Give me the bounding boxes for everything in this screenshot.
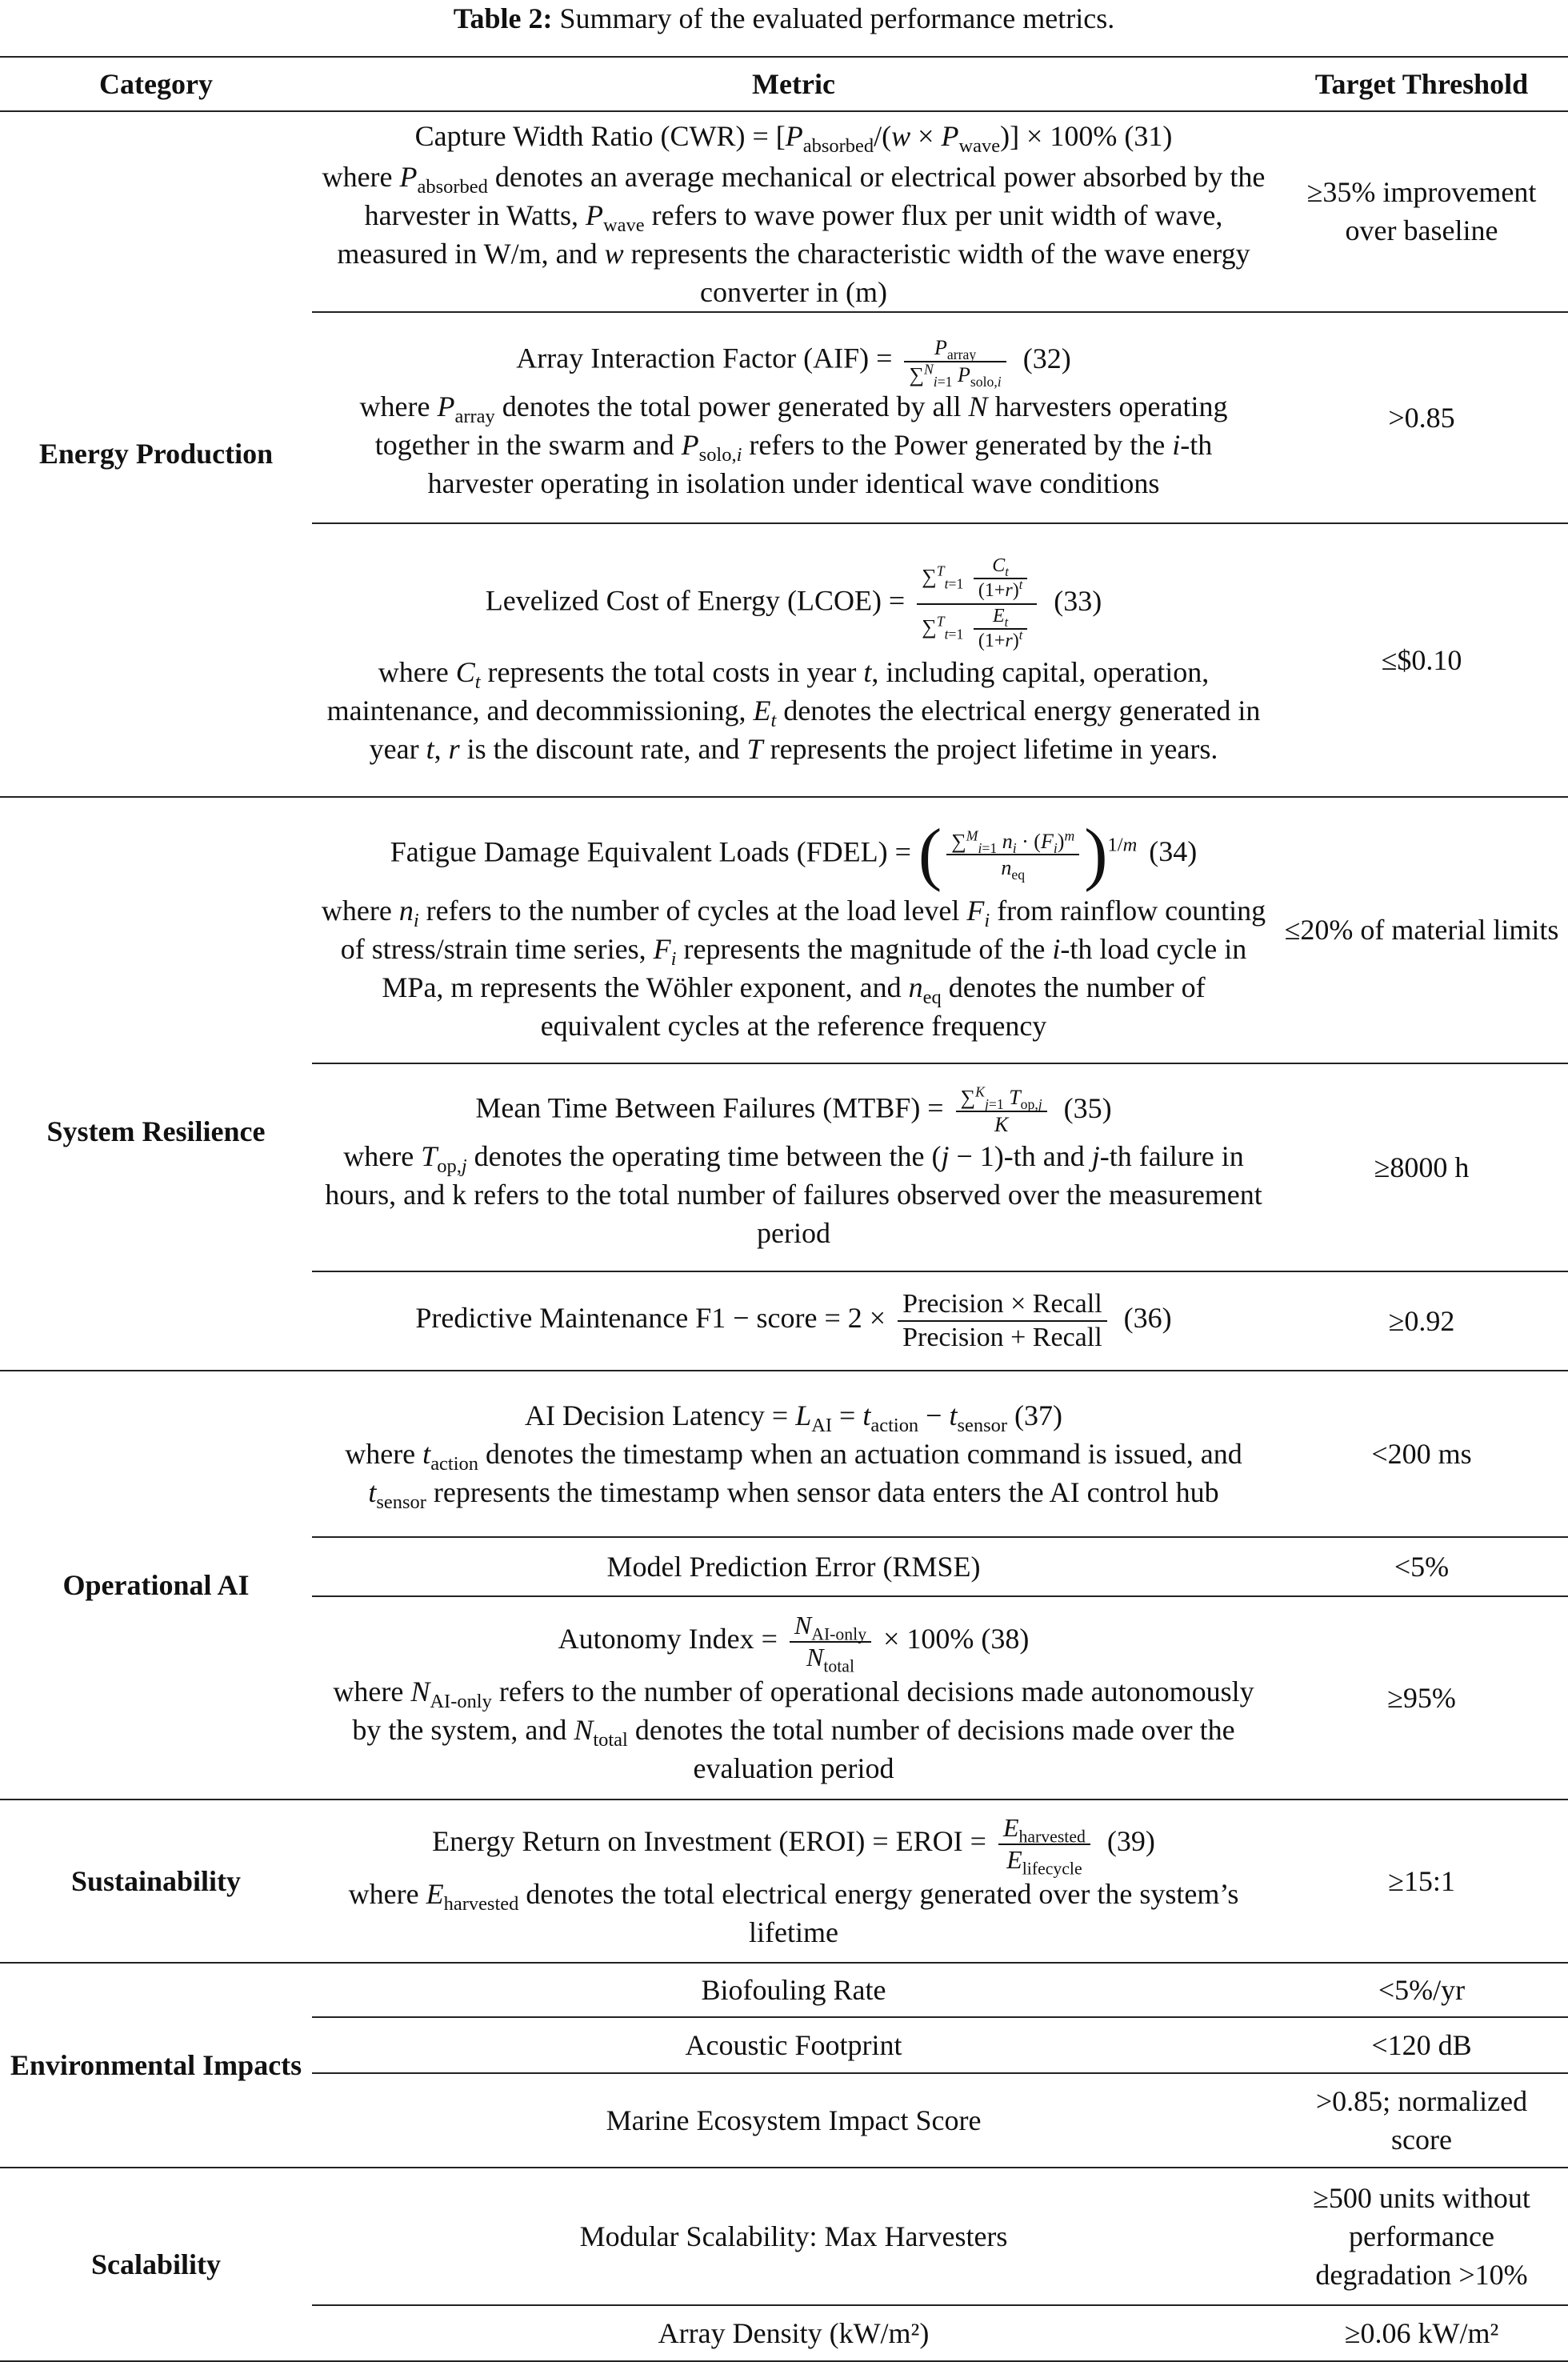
category-resilience: System Resilience <box>0 797 312 1371</box>
metric-eroi-number: (39) <box>1106 1824 1155 1857</box>
metric-fdel: Fatigue Damage Equivalent Loads (FDEL) = ( ∑$^M_{i=1}$ $n_i \cdot (F_i)^m$ $n_{eq}$ )$^{1/m}$ (34) where $n_i$ refers to the number of cycles at the load level $F_i$ from rainflow counting of stress/strain time series, $F_i$ represents the magnitude of the i-th load cycle in MPa, m represents the Wöhler exponent, and $n_{eq}$ denotes the number of equivalent cycles at the reference frequency <box>312 797 1275 1063</box>
metric-rmse: Model Prediction Error (RMSE) <box>312 1537 1275 1596</box>
metric-autonomy-number: (38) <box>981 1622 1030 1655</box>
header-metric: Metric <box>312 57 1275 111</box>
metrics-table <box>0 56 1568 2362</box>
metric-cwr: Capture Width Ratio $(CWR) = [P_{absorbed}/(w \times P_{wave})] \times 100\%$ (31) where $P_{absorbed}$ denotes an average mechanical or electrical power absorbed by the harvester in Watts, $P_{wave}$ refers to wave power flux per unit width of wave, measured in W/m, and w represents the characteristic width of the wave energy converter in (m) <box>312 111 1275 312</box>
metric-eroi: Energy Return on Investment (EROI) = EROI = $E_{harvested}$ $E_{lifecycle}$ (39) where $E_{harvested}$ denotes the total electrical energy generated over the system’s lifetime <box>312 1800 1275 1963</box>
threshold-f1: ≥0.92 <box>1275 1271 1568 1371</box>
metric-modular: Modular Scalability: Max Harvesters <box>312 2168 1275 2305</box>
caption-text: Summary of the evaluated performance metrics. <box>559 2 1115 34</box>
threshold-modular: ≥500 units without performance degradation >10% <box>1275 2168 1568 2305</box>
metric-ecosystem: Marine Ecosystem Impact Score <box>312 2073 1275 2168</box>
metric-f1-number: (36) <box>1123 1301 1172 1334</box>
threshold-eroi: ≥15:1 <box>1275 1800 1568 1963</box>
header-threshold: Target Threshold <box>1275 57 1568 111</box>
metric-autonomy-name: Autonomy Index = <box>558 1622 778 1655</box>
metric-latency-name: AI Decision Latency <box>524 1399 765 1431</box>
table-caption <box>0 0 1568 37</box>
threshold-lcoe: ≤$0.10 <box>1275 523 1568 797</box>
table-row <box>0 1963 1568 2017</box>
threshold-aif: >0.85 <box>1275 312 1568 523</box>
threshold-biofouling: <5%/yr <box>1275 1963 1568 2017</box>
category-energy: Energy Production <box>0 111 312 797</box>
metric-density: Array Density (kW/m²) <box>312 2305 1275 2361</box>
metric-cwr-name: Capture Width Ratio (CWR) = <box>414 120 769 152</box>
table-row <box>0 797 1568 1063</box>
metric-f1: Predictive Maintenance F1 − score = 2 × Precision × Recall Precision + Recall (36) <box>312 1271 1275 1371</box>
metric-mtbf-number: (35) <box>1063 1091 1112 1124</box>
table-row <box>0 1800 1568 1963</box>
threshold-cwr: ≥35% improvement over baseline <box>1275 111 1568 312</box>
metric-autonomy: Autonomy Index = $N_{AI-only}$ $N_{total}$ × 100% (38) where $N_{AI-only}$ refers to the number of operational decisions made autonomously by the system, and $N_{total}$ denotes the total number of decisions made over the evaluation period <box>312 1596 1275 1800</box>
metric-eroi-name: Energy Return on Investment (EROI) = <box>432 1824 889 1857</box>
threshold-latency: <200 ms <box>1275 1371 1568 1537</box>
table-row <box>0 111 1568 312</box>
metric-fdel-name: Fatigue Damage Equivalent Loads (FDEL) = <box>390 835 911 868</box>
metric-lcoe-number: (33) <box>1054 584 1102 617</box>
metric-latency: AI Decision Latency = $L_{AI} = t_{action} - t_{sensor}$ (37) where $t_{action}$ denotes the timestamp when an actuation command is issued, and $t_{sensor}$ represents the timestamp when sensor data enters the AI control hub <box>312 1371 1275 1537</box>
metric-aif-name: Array Interaction Factor (AIF) = <box>516 342 893 374</box>
header-category: Category <box>0 57 312 111</box>
threshold-mtbf: ≥8000 h <box>1275 1063 1568 1271</box>
threshold-density: ≥0.06 kW/m² <box>1275 2305 1568 2361</box>
threshold-acoustic: <120 dB <box>1275 2017 1568 2073</box>
caption-label: Table 2: <box>453 2 553 34</box>
metric-biofouling: Biofouling Rate <box>312 1963 1275 2017</box>
metric-aif: Array Interaction Factor (AIF) = $P_{array}$ ∑$^N_{i=1}$ $P_{solo,i}$ (32) where $P_{array}$ denotes the total power generated by all N harvesters operating together in the swarm and $P_{solo,i}$ refers to the Power generated by the i-th harvester operating in isolation under identical wave conditions <box>312 312 1275 523</box>
metric-mtbf: Mean Time Between Failures (MTBF) = ∑$^K_{j=1}$ $T_{op,j}$ K (35) where $T_{op,j}$ denotes the operating time between the (j − 1)-th and j-th failure in hours, and k refers to the total number of failures observed over the measurement period <box>312 1063 1275 1271</box>
table-row <box>0 2168 1568 2305</box>
header-row <box>0 57 1568 111</box>
category-sustainability: Sustainability <box>0 1800 312 1963</box>
metric-lcoe-name: Levelized Cost of Energy (LCOE) = <box>485 584 906 617</box>
threshold-ecosystem: >0.85; normalized score <box>1275 2073 1568 2168</box>
metric-lcoe: Levelized Cost of Energy (LCOE) = ∑$^T_{t=1}$ $\frac{C_t}{(1+r)^t}$ ∑$^T_{t=1}$ $\frac{E_t}{(1+r)^t}$ (33) where $C_t$ represents the total costs in year t, including capital, operation, maintenance, and decommissioning, $E_t$ denotes the electrical energy generated in year t, r is the discount rate, and T represents the project lifetime in years. <box>312 523 1275 797</box>
table-row <box>0 1371 1568 1537</box>
metric-acoustic: Acoustic Footprint <box>312 2017 1275 2073</box>
metric-cwr-number: (31) <box>1124 120 1173 152</box>
metric-mtbf-name: Mean Time Between Failures (MTBF) = <box>475 1091 944 1124</box>
metric-f1-name: Predictive Maintenance F1 − score = 2 × <box>415 1301 886 1334</box>
category-ai: Operational AI <box>0 1371 312 1800</box>
metric-aif-number: (32) <box>1022 342 1071 374</box>
metric-fdel-number: (34) <box>1149 835 1198 868</box>
threshold-fdel: ≤20% of material limits <box>1275 797 1568 1063</box>
metric-latency-number: (37) <box>1014 1399 1063 1431</box>
threshold-rmse: <5% <box>1275 1537 1568 1596</box>
category-environment: Environmental Impacts <box>0 1963 312 2168</box>
threshold-autonomy: ≥95% <box>1275 1596 1568 1800</box>
category-scalability: Scalability <box>0 2168 312 2361</box>
